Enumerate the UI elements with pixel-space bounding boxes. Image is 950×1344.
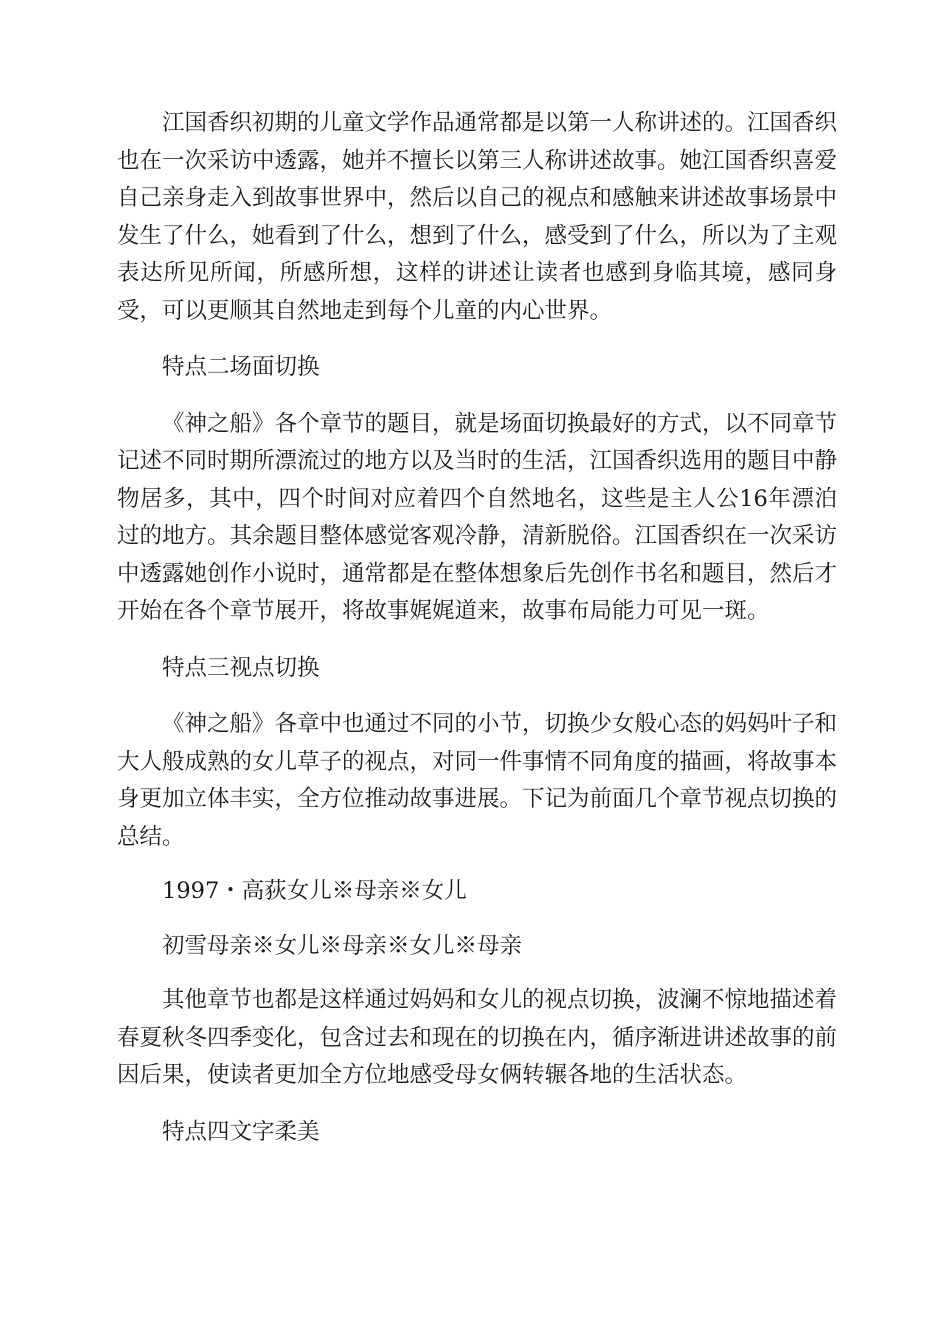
paragraph-chapter-titles: 《神之船》各个章节的题目，就是场面切换最好的方式，以不同章节记述不同时期所漂流过的地方以及当时的生活，江国香织选用的题目中静物居多，其中，四个时间对应着四个自然地名，这些是主人公16年漂泊过的地方。其余题目整体感觉客观冷静，清新脱俗。江国香织在一次采访中透露她创作小说时，通常都是在整体想象后先创作书名和题目，然后才开始在各个章节展开，将故事娓娓道来，故事布局能力可见一斑。 (117, 410, 838, 624)
chapter-summary-first-snow: 初雪母亲※女儿※母亲※女儿※母亲 (162, 932, 523, 959)
paragraph-narration-style: 江国香织初期的儿童文学作品通常都是以第一人称讲述的。江国香织也在一次采访中透露，她并不擅长以第三人称讲述故事。她江国香织喜爱自己亲身走入到故事世界中，然后以自己的视点和感触来讲述故事场景中发生了什么，她看到了什么，想到了什么，感受到了什么，所以为了主观表达所见所闻，所感所想，这样的讲述让读者也感到身临其境，感同身受，可以更顺其自然地走到每个儿童的内心世界。 (117, 110, 838, 324)
paragraph-viewpoint: 《神之船》各章中也通过不同的小节，切换少女般心态的妈妈叶子和大人般成熟的女儿草子的视点，对同一件事情不同角度的描画，将故事本身更加立体丰实，全方位推动故事进展。下记为前面几个章节视点切换的总结。 (117, 711, 838, 850)
section-heading-viewpoint-switch: 特点三视点切换 (162, 654, 320, 681)
section-heading-scene-switch: 特点二场面切换 (162, 354, 320, 380)
document-page (117, 105, 837, 1151)
chapter-summary-1997: 1997・高荻女儿※母亲※女儿 (162, 878, 467, 904)
paragraph-other-chapters: 其他章节也都是这样通过妈妈和女儿的视点切换，波澜不惊地描述着春夏秋冬四季变化，包含过去和现在的切换在内，循序渐进讲述故事的前因后果，使读者更加全方位地感受母女俩转辗各地的生活状态。 (117, 987, 838, 1088)
section-heading-gentle-writing: 特点四文字柔美 (162, 1118, 320, 1145)
